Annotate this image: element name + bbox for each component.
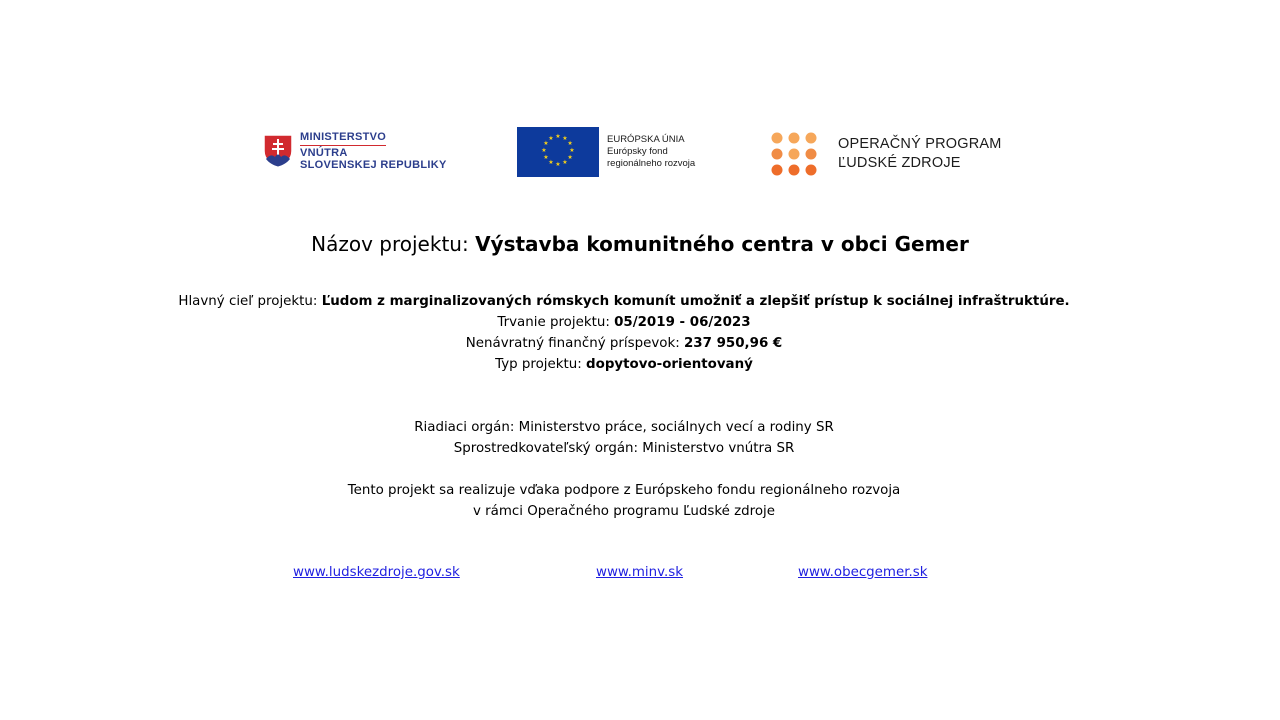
svg-text:★: ★ [543, 140, 549, 147]
organs-block [0, 417, 1248, 459]
project-duration-label: Trvanie projektu: [497, 315, 615, 330]
op-name [838, 135, 1002, 173]
project-title-value: Výstavba komunitného centra v obci Gemer [475, 232, 969, 256]
op-logo [770, 131, 1002, 177]
ministry-line3: SLOVENSKEJ REPUBLIKY [300, 159, 447, 171]
svg-text:★: ★ [548, 134, 554, 142]
project-grant [0, 333, 1248, 354]
eu-flag-icon [517, 127, 599, 177]
svg-text:★: ★ [562, 134, 568, 142]
svg-text:★: ★ [567, 154, 573, 161]
project-goal [0, 291, 1248, 312]
ministry-name [300, 131, 447, 172]
ministry-line2: VNÚTRA [300, 146, 348, 159]
project-grant-label: Nenávratný finančný príspevok: [465, 336, 684, 351]
ministry-line1: MINISTERSTVO [300, 131, 386, 146]
link-obecgemer[interactable]: www.obecgemer.sk [798, 565, 928, 580]
op-line2: ĽUDSKÉ ZDROJE [838, 155, 961, 171]
project-duration-value: 05/2019 - 06/2023 [614, 315, 751, 330]
svg-text:★: ★ [548, 159, 554, 167]
op-dots-icon [770, 131, 820, 177]
link-minv[interactable]: www.minv.sk [596, 565, 684, 580]
managing-organ: Riadiaci orgán: Ministerstvo práce, sociálnych vecí a rodiny SR [414, 420, 834, 435]
svg-text:★: ★ [555, 133, 561, 140]
svg-text:★: ★ [567, 140, 573, 147]
svg-text:★: ★ [555, 161, 561, 168]
eu-logo [517, 127, 695, 177]
eu-line2: Európsky fond [607, 146, 668, 157]
link-ludskezdroje[interactable]: www.ludskezdroje.gov.sk [293, 565, 460, 580]
project-title [0, 232, 1280, 256]
project-title-label: Názov projektu: [311, 232, 476, 256]
svg-text:★: ★ [543, 154, 549, 161]
project-type [0, 354, 1248, 375]
project-type-value: dopytovo-orientovaný [586, 357, 753, 372]
project-info [0, 291, 1248, 375]
support-line1: Tento projekt sa realizuje vďaka podpore z Európskeho fondu regionálneho rozvoja [347, 483, 901, 498]
eu-name [607, 134, 695, 170]
intermediate-organ: Sprostredkovateľský orgán: Ministerstvo vnútra SR [453, 441, 795, 456]
eu-line1: EURÓPSKA ÚNIA [607, 134, 685, 145]
project-goal-value: Ľudom z marginalizovaných rómskych komunít umožniť a zlepšiť prístup k sociálnej infraštruktúre. [321, 294, 1070, 309]
support-statement [0, 480, 1248, 522]
links-row [0, 565, 1280, 589]
project-duration [0, 312, 1248, 333]
svg-text:★: ★ [541, 147, 547, 154]
svg-text:★: ★ [562, 159, 568, 167]
project-grant-value: 237 950,96 € [683, 336, 783, 351]
ministry-logo [262, 131, 447, 172]
logo-bar [0, 125, 1280, 185]
op-line1: OPERAČNÝ PROGRAM [838, 136, 1002, 152]
slovak-coat-of-arms-icon [262, 133, 294, 169]
project-type-label: Typ projektu: [495, 357, 587, 372]
support-line2: v rámci Operačného programu Ľudské zdroje [472, 504, 776, 519]
eu-line3: regionálneho rozvoja [607, 158, 696, 169]
svg-text:★: ★ [569, 147, 575, 154]
project-goal-label: Hlavný cieľ projektu: [178, 294, 322, 309]
